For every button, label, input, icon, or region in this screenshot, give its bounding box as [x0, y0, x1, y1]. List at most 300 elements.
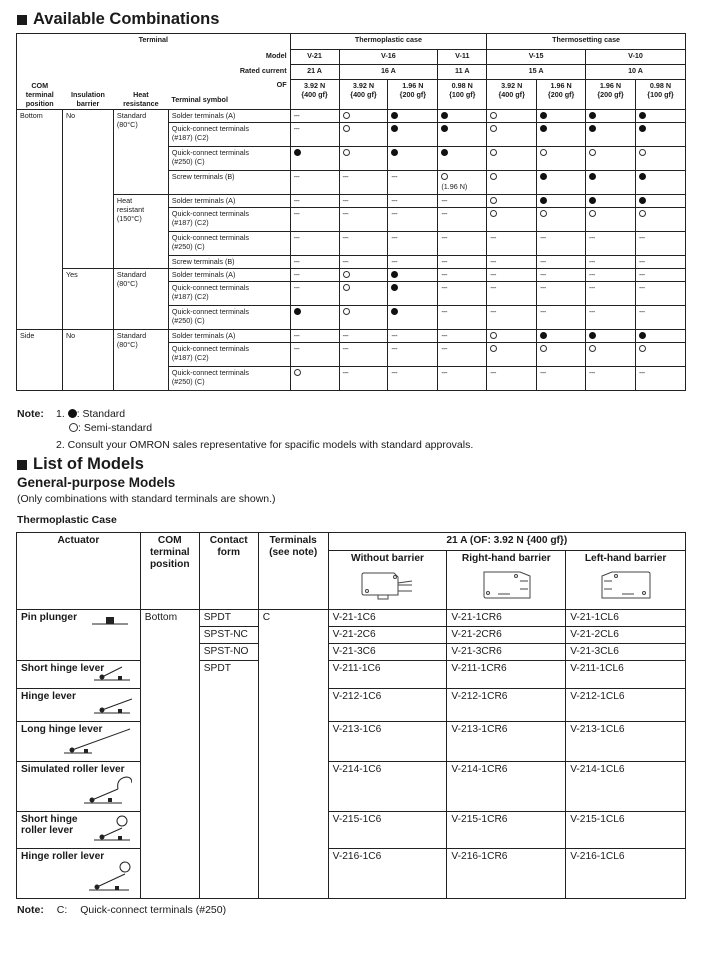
- col-com-terminal-position: COM terminal position: [140, 533, 199, 610]
- availability-cell: [487, 256, 537, 269]
- barrier-no: No: [62, 110, 113, 269]
- header-model: V-15: [487, 50, 586, 65]
- model-number: V-216-1CL6: [566, 849, 686, 899]
- not-available-dash: ---: [293, 209, 300, 218]
- availability-cell: [290, 306, 339, 330]
- terminal-symbol: Solder terminals (A): [168, 195, 290, 208]
- actuator-cell: [17, 812, 141, 849]
- availability-cell: [339, 232, 388, 256]
- not-available-dash: ---: [293, 111, 300, 120]
- models-note-text: Quick-connect terminals (#250): [80, 904, 227, 916]
- not-available-dash: ---: [540, 257, 546, 266]
- availability-cell: [339, 147, 388, 171]
- not-available-dash: ---: [293, 124, 300, 133]
- availability-cell: [537, 282, 586, 306]
- standard-filled-circle-icon: [589, 197, 596, 204]
- availability-cell: [388, 256, 438, 269]
- standard-filled-circle-icon: [589, 173, 596, 180]
- availability-cell: [290, 343, 339, 367]
- model-number: V-212-1CR6: [447, 689, 566, 722]
- availability-cell: [388, 208, 438, 232]
- not-available-dash: ---: [490, 233, 496, 242]
- header-of-value: 3.92 N {400 gf}: [487, 80, 537, 110]
- standard-filled-circle-icon: [391, 284, 398, 291]
- standard-filled-circle-icon: [391, 112, 398, 119]
- col-rating: 21 A (OF: 3.92 N {400 gf}): [328, 533, 685, 551]
- availability-cell: [487, 343, 537, 367]
- actuator-cell: [17, 610, 141, 661]
- model-number: V-214-1CR6: [447, 762, 566, 812]
- model-number: V-213-1CL6: [566, 722, 686, 762]
- availability-cell: [388, 343, 438, 367]
- not-available-dash: ---: [441, 196, 447, 205]
- semi-standard-open-circle-icon: [294, 369, 301, 376]
- availability-cell: [438, 195, 487, 208]
- model-number: V-212-1CL6: [566, 689, 686, 722]
- availability-cell: [290, 232, 339, 256]
- terminal-symbol: Solder terminals (A): [168, 330, 290, 343]
- model-number: V-21-2C6: [328, 627, 447, 644]
- not-available-dash: ---: [441, 209, 447, 218]
- availability-cell: [635, 232, 685, 256]
- availability-cell: [339, 256, 388, 269]
- model-number: V-21-3CR6: [447, 644, 566, 661]
- availability-cell: [388, 123, 438, 147]
- header-of-value: 1.96 N {200 gf}: [388, 80, 438, 110]
- standard-filled-circle-icon: [589, 125, 596, 132]
- contact-form: SPST-NC: [199, 627, 258, 644]
- availability-cell: [339, 269, 388, 282]
- actuator-label: Hinge lever: [21, 691, 76, 702]
- availability-cell: [635, 110, 685, 123]
- actuator-label: Simulated roller lever: [21, 764, 125, 775]
- actuator-cell: [17, 762, 141, 812]
- terminal-symbol: Quick-connect terminals (#250) (C): [168, 147, 290, 171]
- availability-cell: [586, 256, 636, 269]
- header-model: V-11: [438, 50, 487, 65]
- not-available-dash: ---: [293, 270, 300, 279]
- header-of-label: OF: [276, 79, 287, 89]
- note-label: Note:: [17, 408, 44, 420]
- com-position: Bottom: [140, 610, 199, 899]
- not-available-dash: ---: [638, 307, 645, 316]
- not-available-dash: ---: [391, 209, 398, 218]
- availability-cell: [290, 330, 339, 343]
- semi-standard-open-circle-icon: [589, 149, 596, 156]
- standard-filled-circle-icon: [540, 197, 547, 204]
- not-available-dash: ---: [391, 331, 398, 340]
- availability-cell: [586, 110, 636, 123]
- header-rated-current: 16 A: [339, 65, 438, 80]
- header-terminal-symbol-of: [168, 80, 290, 110]
- availability-cell: [339, 343, 388, 367]
- availability-cell: [290, 208, 339, 232]
- header-rated-current-label: Rated current: [17, 65, 291, 80]
- availability-cell: [290, 367, 339, 391]
- standard-filled-circle-icon: [391, 271, 398, 278]
- model-row: [17, 610, 686, 627]
- standard-filled-circle-icon: [540, 125, 547, 132]
- semi-standard-open-circle-icon: [490, 210, 497, 217]
- not-available-dash: ---: [342, 331, 349, 340]
- com-position-bottom: Bottom: [17, 110, 63, 330]
- bullet-square-icon: [17, 15, 27, 25]
- not-available-dash: ---: [638, 257, 645, 266]
- contact-form: SPDT: [199, 661, 258, 899]
- availability-cell: [388, 330, 438, 343]
- actuator-cell: [17, 661, 141, 689]
- availability-cell: [586, 330, 636, 343]
- not-available-dash: ---: [589, 283, 595, 292]
- availability-cell: [388, 171, 438, 195]
- actuator-cell: [17, 689, 141, 722]
- actuator-label: Pin plunger: [21, 612, 78, 623]
- model-row: [17, 722, 686, 762]
- model-number: V-213-1C6: [328, 722, 447, 762]
- model-number: V-212-1C6: [328, 689, 447, 722]
- availability-cell: [438, 367, 487, 391]
- semi-standard-open-circle-icon: [490, 332, 497, 339]
- models-table: [16, 532, 686, 899]
- col-without-barrier: Without barrier: [328, 551, 447, 610]
- note-1: [56, 408, 125, 420]
- simulated-roller-lever-icon: [82, 775, 132, 808]
- terminal-symbol: Quick-connect terminals (#187) (C2): [168, 123, 290, 147]
- availability-cell: [487, 306, 537, 330]
- barrier-yes: Yes: [62, 269, 113, 330]
- availability-cell: [290, 282, 339, 306]
- combination-row: [17, 330, 686, 343]
- availability-cell: [487, 171, 537, 195]
- availability-cell: [339, 208, 388, 232]
- models-note-key: C:: [56, 904, 68, 916]
- semi-standard-open-circle-icon: [589, 345, 596, 352]
- header-of-value: 0.98 N {100 gf}: [438, 80, 487, 110]
- semi-standard-open-circle-icon: [639, 210, 646, 217]
- header-model: V-16: [339, 50, 438, 65]
- header-thermosetting-case: Thermosetting case: [487, 34, 686, 50]
- availability-cell: [586, 232, 636, 256]
- availability-cell: [537, 110, 586, 123]
- header-insulation-barrier: Insulation barrier: [62, 80, 113, 110]
- hinge-roller-lever-icon: [87, 858, 132, 895]
- availability-cell: [487, 123, 537, 147]
- not-available-dash: ---: [342, 368, 349, 377]
- availability-cell: [339, 171, 388, 195]
- semi-standard-open-circle-icon: [490, 125, 497, 132]
- not-available-dash: ---: [638, 233, 645, 242]
- not-available-dash: ---: [342, 209, 349, 218]
- availability-cell: [586, 147, 636, 171]
- semi-standard-open-circle-icon: [490, 345, 497, 352]
- availability-cell: [635, 256, 685, 269]
- availability-cell: [635, 306, 685, 330]
- section-title-text: Available Combinations: [33, 10, 220, 28]
- header-rated-current: 10 A: [586, 65, 686, 80]
- availability-cell: [438, 232, 487, 256]
- note-1-number: 1.: [56, 408, 65, 420]
- terminal-symbol: Quick-connect terminals (#250) (C): [168, 367, 290, 391]
- availability-cell: [388, 367, 438, 391]
- not-available-dash: ---: [589, 257, 595, 266]
- availability-cell: [537, 195, 586, 208]
- availability-cell: [537, 147, 586, 171]
- not-available-dash: ---: [540, 283, 546, 292]
- combination-row: [17, 110, 686, 123]
- col-left-hand-barrier: Left-hand barrier: [566, 551, 686, 610]
- not-available-dash: ---: [540, 233, 546, 242]
- actuator-label: Hinge roller lever: [21, 851, 105, 862]
- terminal-symbol: Screw terminals (B): [168, 171, 290, 195]
- standard-filled-circle-icon: [639, 125, 646, 132]
- availability-cell: [635, 282, 685, 306]
- availability-cell: [586, 306, 636, 330]
- availability-cell: [487, 282, 537, 306]
- not-available-dash: ---: [342, 233, 349, 242]
- not-available-dash: ---: [342, 196, 349, 205]
- header-of-value: 1.96 N {200 gf}: [586, 80, 636, 110]
- not-available-dash: ---: [441, 344, 447, 353]
- availability-cell: [388, 282, 438, 306]
- combinations-table: [16, 33, 686, 391]
- not-available-dash: ---: [293, 233, 300, 242]
- availability-cell: [388, 195, 438, 208]
- not-available-dash: ---: [293, 344, 300, 353]
- combination-row: [17, 269, 686, 282]
- availability-cell: [635, 171, 685, 195]
- standard-filled-circle-icon: [441, 112, 448, 119]
- availability-cell: [438, 306, 487, 330]
- semi-standard-open-circle-icon: [343, 308, 350, 315]
- pin-plunger-icon: [92, 615, 132, 628]
- not-available-dash: ---: [441, 307, 447, 316]
- availability-cell: [438, 256, 487, 269]
- availability-cell: [339, 195, 388, 208]
- standard-filled-circle-icon: [441, 149, 448, 156]
- availability-cell: [388, 269, 438, 282]
- not-available-dash: ---: [490, 257, 496, 266]
- col-contact-form: Contact form: [199, 533, 258, 610]
- not-available-dash: ---: [391, 257, 398, 266]
- contact-form: SPST-NO: [199, 644, 258, 661]
- availability-cell: [537, 343, 586, 367]
- availability-cell: [635, 123, 685, 147]
- header-model-label: Model: [17, 50, 291, 65]
- model-row: [17, 689, 686, 722]
- heat-standard: Standard (80°C): [113, 330, 168, 391]
- header-rated-current: 11 A: [438, 65, 487, 80]
- col-terminals: Terminals (see note): [258, 533, 328, 610]
- model-number: V-21-1CL6: [566, 610, 686, 627]
- standard-filled-circle-icon: [391, 125, 398, 132]
- not-available-dash: ---: [441, 331, 447, 340]
- semi-standard-open-circle-icon: [490, 197, 497, 204]
- standard-filled-circle-icon: [540, 173, 547, 180]
- standard-filled-circle-icon: [540, 332, 547, 339]
- semi-standard-open-circle-icon: [639, 345, 646, 352]
- availability-cell: [487, 208, 537, 232]
- standard-filled-circle-icon: [294, 149, 301, 156]
- terminal-symbol: Solder terminals (A): [168, 269, 290, 282]
- actuator-label: Long hinge lever: [21, 724, 103, 735]
- availability-cell: [586, 269, 636, 282]
- standard-filled-circle-icon: [589, 332, 596, 339]
- availability-cell: [388, 110, 438, 123]
- availability-cell: [290, 123, 339, 147]
- not-available-dash: ---: [540, 368, 546, 377]
- header-model: V-10: [586, 50, 686, 65]
- standard-filled-circle-icon: [639, 332, 646, 339]
- availability-cell: [537, 256, 586, 269]
- availability-cell: [388, 306, 438, 330]
- availability-cell: [586, 208, 636, 232]
- semi-standard-open-circle-icon: [343, 112, 350, 119]
- availability-cell: [487, 232, 537, 256]
- model-number: V-211-1C6: [328, 661, 447, 689]
- switch-without-barrier-icon: [358, 567, 418, 603]
- not-available-dash: ---: [441, 233, 447, 242]
- not-available-dash: ---: [490, 283, 496, 292]
- semi-standard-open-circle-icon: [540, 149, 547, 156]
- not-available-dash: ---: [638, 270, 645, 279]
- availability-cell: [537, 123, 586, 147]
- short-hinge-lever-icon: [92, 664, 132, 685]
- availability-cell: [586, 282, 636, 306]
- note-2: 2. Consult your OMRON sales representative for spacific models with standard approvals.: [56, 439, 474, 451]
- availability-cell: [388, 147, 438, 171]
- semi-standard-open-circle-icon: [490, 112, 497, 119]
- col-actuator: Actuator: [17, 533, 141, 610]
- standard-filled-circle-icon: [441, 125, 448, 132]
- availability-cell: [635, 330, 685, 343]
- not-available-dash: ---: [490, 368, 496, 377]
- actuator-label: Short hinge roller lever: [21, 814, 78, 836]
- availability-cell: [635, 269, 685, 282]
- bullet-square-icon: [17, 460, 27, 470]
- header-heat-resistance: Heat resistance: [113, 80, 168, 110]
- model-number: V-21-3C6: [328, 644, 447, 661]
- note-semi-standard-text: : Semi-standard: [78, 422, 153, 434]
- availability-cell: [487, 330, 537, 343]
- model-number: V-215-1CR6: [447, 812, 566, 849]
- availability-cell: [635, 147, 685, 171]
- availability-cell: [339, 282, 388, 306]
- not-available-dash: ---: [293, 196, 300, 205]
- standard-filled-circle-icon: [68, 409, 77, 418]
- availability-cell: [487, 269, 537, 282]
- availability-cell: [339, 123, 388, 147]
- availability-cell: [388, 232, 438, 256]
- com-position-side: Side: [17, 330, 63, 391]
- availability-cell: [586, 195, 636, 208]
- availability-cell: [635, 367, 685, 391]
- not-available-dash: ---: [540, 270, 546, 279]
- availability-cell: [537, 306, 586, 330]
- semi-standard-open-circle-icon: [343, 284, 350, 291]
- not-available-dash: ---: [293, 331, 300, 340]
- section-title-available-combinations: [17, 10, 219, 29]
- availability-cell: [487, 367, 537, 391]
- availability-cell: [438, 123, 487, 147]
- actuator-cell: [17, 722, 141, 762]
- not-available-dash: ---: [490, 307, 496, 316]
- terminals-value: C: [258, 610, 328, 899]
- not-available-dash: ---: [589, 233, 595, 242]
- header-of-value: 3.92 N {400 gf}: [290, 80, 339, 110]
- availability-cell: [339, 330, 388, 343]
- not-available-dash: ---: [638, 283, 645, 292]
- header-com-terminal-position: COM terminal position: [17, 80, 63, 110]
- model-number: V-214-1C6: [328, 762, 447, 812]
- standard-filled-circle-icon: [639, 112, 646, 119]
- not-available-dash: ---: [589, 270, 595, 279]
- model-number: V-211-1CL6: [566, 661, 686, 689]
- availability-cell: [438, 110, 487, 123]
- not-available-dash: ---: [638, 368, 645, 377]
- availability-cell: [438, 208, 487, 232]
- header-model: V-21: [290, 50, 339, 65]
- not-available-dash: ---: [490, 270, 496, 279]
- header-of-value: 3.92 N {400 gf}: [339, 80, 388, 110]
- heat-standard: Standard (80°C): [113, 269, 168, 330]
- model-number: V-215-1C6: [328, 812, 447, 849]
- combination-row: [17, 195, 686, 208]
- col-right-hand-barrier: Right-hand barrier: [447, 551, 566, 610]
- contact-form: SPDT: [199, 610, 258, 627]
- standard-filled-circle-icon: [391, 308, 398, 315]
- terminal-symbol: Quick-connect terminals (#187) (C2): [168, 282, 290, 306]
- not-available-dash: ---: [391, 344, 398, 353]
- model-number: V-211-1CR6: [447, 661, 566, 689]
- model-number: V-214-1CL6: [566, 762, 686, 812]
- availability-cell: [586, 367, 636, 391]
- terminal-symbol: Quick-connect terminals (#187) (C2): [168, 343, 290, 367]
- not-available-dash: ---: [342, 172, 349, 181]
- note-semi-standard: [69, 422, 152, 434]
- semi-standard-open-circle-icon: [490, 173, 497, 180]
- model-number: V-21-3CL6: [566, 644, 686, 661]
- not-available-dash: ---: [441, 257, 447, 266]
- header-terminal-symbol: Terminal symbol: [171, 94, 228, 104]
- header-rated-current: 15 A: [487, 65, 586, 80]
- availability-cell: [290, 110, 339, 123]
- semi-standard-open-circle-icon: [589, 210, 596, 217]
- semi-standard-open-circle-icon: [540, 210, 547, 217]
- availability-cell: [537, 330, 586, 343]
- not-available-dash: ---: [589, 368, 595, 377]
- section-title-list-of-models: [17, 455, 144, 474]
- availability-cell: [438, 147, 487, 171]
- model-number: V-216-1C6: [328, 849, 447, 899]
- availability-cell: [537, 208, 586, 232]
- model-number: V-213-1CR6: [447, 722, 566, 762]
- not-available-dash: ---: [342, 257, 349, 266]
- terminal-symbol: Screw terminals (B): [168, 256, 290, 269]
- model-number: V-216-1CR6: [447, 849, 566, 899]
- standard-filled-circle-icon: [294, 308, 301, 315]
- header-thermoplastic-case: Thermoplastic case: [290, 34, 487, 50]
- switch-left-hand-barrier-icon: [596, 567, 656, 603]
- terminal-symbol: Solder terminals (A): [168, 110, 290, 123]
- semi-standard-open-circle-icon: [343, 125, 350, 132]
- availability-cell: [537, 269, 586, 282]
- standard-filled-circle-icon: [391, 149, 398, 156]
- model-number: V-21-2CL6: [566, 627, 686, 644]
- case-title: Thermoplastic Case: [17, 514, 117, 526]
- terminal-symbol: Quick-connect terminals (#250) (C): [168, 232, 290, 256]
- not-available-dash: ---: [342, 344, 349, 353]
- not-available-dash: ---: [293, 283, 300, 292]
